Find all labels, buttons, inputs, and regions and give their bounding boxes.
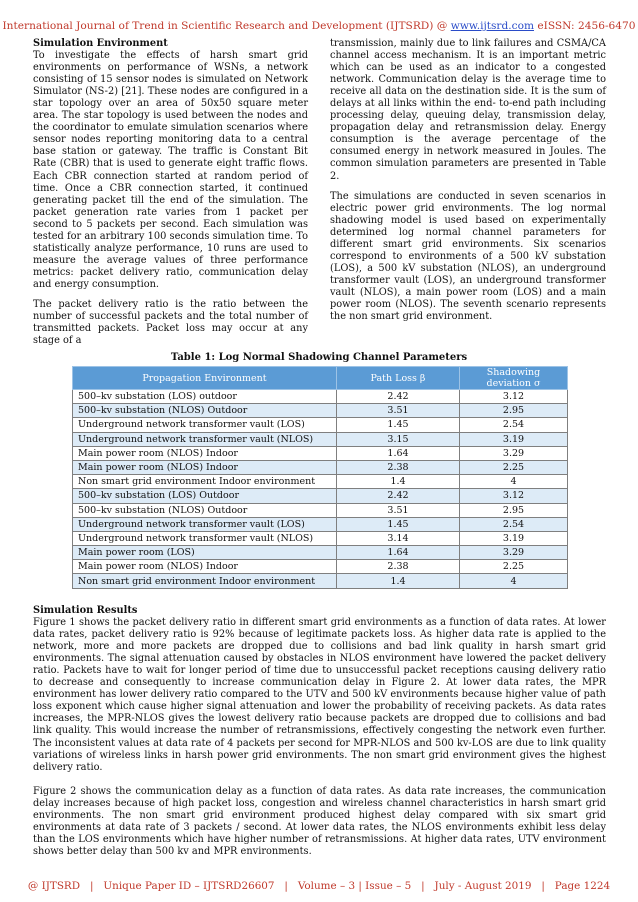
header-shadowing-deviation: Shadowing deviation σ xyxy=(460,367,568,390)
channel-parameters-table xyxy=(72,366,568,589)
header-environment: Propagation Environment xyxy=(73,367,337,390)
environment-cell: Non smart grid environment Indoor environment xyxy=(73,574,337,588)
path-loss-cell: 1.64 xyxy=(337,546,460,560)
simulation-results-heading: Simulation Results xyxy=(33,605,138,616)
table-row xyxy=(73,418,568,432)
path-loss-cell: 3.51 xyxy=(337,503,460,517)
journal-url-link[interactable]: www.ijtsrd.com xyxy=(450,20,534,32)
header-path-loss: Path Loss β xyxy=(337,367,460,390)
simulation-environment-heading: Simulation Environment xyxy=(33,38,168,49)
shadowing-cell: 2.25 xyxy=(460,460,568,474)
header-suffix: eISSN: 2456-6470 xyxy=(534,20,636,32)
table-row xyxy=(73,517,568,531)
results-section-continued xyxy=(33,786,606,858)
environment-cell: 500–kv substation (NLOS) Outdoor xyxy=(73,503,337,517)
table-row xyxy=(73,503,568,517)
table-row xyxy=(73,560,568,574)
table-row xyxy=(73,574,568,588)
left-column xyxy=(33,38,308,355)
journal-header xyxy=(0,20,638,32)
shadowing-cell: 2.25 xyxy=(460,560,568,574)
environment-cell: Main power room (NLOS) Indoor xyxy=(73,460,337,474)
header-prefix: International Journal of Trend in Scientific Research and Development (IJTSRD) @ xyxy=(2,20,451,32)
table-row xyxy=(73,475,568,489)
environment-cell: Underground network transformer vault (NLOS) xyxy=(73,531,337,545)
shadowing-cell: 2.54 xyxy=(460,418,568,432)
shadowing-cell: 3.19 xyxy=(460,432,568,446)
simulation-results-section xyxy=(33,605,606,774)
path-loss-cell: 1.4 xyxy=(337,574,460,588)
environment-cell: Main power room (LOS) xyxy=(73,546,337,560)
table-row xyxy=(73,446,568,460)
path-loss-cell: 2.42 xyxy=(337,489,460,503)
environment-cell: Underground network transformer vault (LOS) xyxy=(73,418,337,432)
table-row xyxy=(73,432,568,446)
table-row xyxy=(73,489,568,503)
table-header-row xyxy=(73,367,568,390)
shadowing-cell: 3.12 xyxy=(460,489,568,503)
path-loss-cell: 2.38 xyxy=(337,460,460,474)
path-loss-cell: 1.45 xyxy=(337,517,460,531)
path-loss-cell: 3.51 xyxy=(337,404,460,418)
sim-env-paragraph-2: The packet delivery ratio is the ratio between the number of successful packets and the total number of transmitted packets. Packet loss may occur at any stage of a xyxy=(33,298,308,347)
table-row xyxy=(73,404,568,418)
shadowing-cell: 3.29 xyxy=(460,546,568,560)
right-column xyxy=(330,38,606,331)
shadowing-cell: 3.19 xyxy=(460,531,568,545)
environment-cell: Main power room (NLOS) Indoor xyxy=(73,446,337,460)
environment-cell: 500–kv substation (LOS) Outdoor xyxy=(73,489,337,503)
results-paragraph-1: Figure 1 shows the packet delivery ratio in different smart grid environments as a function of data rates. At lower data rates, packet delivery ratio is 92% because of legitimate packets loss. As higher data rate is applied to the network, more and more packets are dropped due to collisions and bad link quality in harsh smart grid environments. The signal attenuation caused by obstacles in NLOS environment have lowered the packet delivery ratio. Packets have to wait for longer period of time due to unsuccessful packet receptions causing delivery ratio to decrease and consequently to increase communication delay in Figure 2. At lower data rates, the MPR environment has lower delivery ratio compared to the UTV and 500 kV environments because higher value of path loss exponent which cause higher signal attenuation and lower the probability of receiving packets. As data rates increases, the MPR-NLOS gives the lowest delivery ratio because packets are dropped due to collisions and bad link quality. This would increase the number of retransmissions, effectively congesting the network even further. The inconsistent values at data rate of 4 packets per second for MPR-NLOS and 500 kv-LOS are due to link quality variations of wireless links in harsh power grid environments. The non smart grid environment gives the highest delivery ratio. xyxy=(33,617,606,773)
table-title: Table 1: Log Normal Shadowing Channel Parameters xyxy=(170,352,468,363)
shadowing-cell: 4 xyxy=(460,574,568,588)
sim-env-paragraph-1: To investigate the effects of harsh smart grid environments on performance of WSNs, a network consisting of 15 sensor nodes is simulated on Network Simulator (NS-2) [21]. These nodes are configured in a star topology over an area of 50x50 square meter area. The star topology is used between the nodes and the coordinator to emulate simulation scenarios where sensor nodes reporting monitoring data to a central base station or gateway. The traffic is Constant Bit Rate (CBR) that is used to generate eight traffic flows. Each CBR connection started at random period of time. Once a CBR connection started, it continued generating packet till the end of the simulation. The packet generation rate varies from 1 packet per second to 5 packets per second. Each simulation was tested for an arbitrary 100 seconds simulation time. To statistically analyze performance, 10 runs are used to measure the average values of three performance metrics: packet delivery ratio, communication delay and energy consumption. xyxy=(33,50,308,290)
table-row xyxy=(73,390,568,404)
table-row xyxy=(73,460,568,474)
shadowing-cell: 2.95 xyxy=(460,503,568,517)
shadowing-cell: 3.12 xyxy=(460,390,568,404)
path-loss-cell: 3.15 xyxy=(337,432,460,446)
shadowing-cell: 2.95 xyxy=(460,404,568,418)
page-footer: @ IJTSRD | Unique Paper ID – IJTSRD26607 | Volume – 3 | Issue – 5 | July - August 2019 | Page 1224 xyxy=(27,880,611,892)
sim-env-paragraph-4: The simulations are conducted in seven scenarios in electric power grid environments. The log normal shadowing model is used based on experimentally determined log normal channel parameters for different smart grid environments. Six scenarios correspond to environments of a 500 kV substation (LOS), a 500 kV substation (NLOS), an underground transformer vault (LOS), an underground transformer vault (NLOS), a main power room (LOS) and a main power room (NLOS). The seventh scenario represents the non smart grid environment. xyxy=(330,190,606,323)
path-loss-cell: 2.38 xyxy=(337,560,460,574)
table-row xyxy=(73,546,568,560)
path-loss-cell: 2.42 xyxy=(337,390,460,404)
shadowing-cell: 3.29 xyxy=(460,446,568,460)
environment-cell: Main power room (NLOS) Indoor xyxy=(73,560,337,574)
environment-cell: 500–kv substation (LOS) outdoor xyxy=(73,390,337,404)
path-loss-cell: 1.45 xyxy=(337,418,460,432)
environment-cell: Non smart grid environment Indoor environment xyxy=(73,475,337,489)
results-paragraph-2: Figure 2 shows the communication delay as a function of data rates. As data rate increases, the communication delay increases because of high packet loss, congestion and wireless channel characteristics in harsh smart grid environments. The non smart grid environment produced highest delay compared with six smart grid environments at data rate of 3 packets / second. At lower data rates, the NLOS environments exhibit less delay than the LOS environments which have higher number of retransmissions. At higher data rates, UTV environment shows better delay than 500 kv and MPR environments. xyxy=(33,786,606,858)
environment-cell: Underground network transformer vault (NLOS) xyxy=(73,432,337,446)
shadowing-cell: 2.54 xyxy=(460,517,568,531)
sim-env-paragraph-3: transmission, mainly due to link failures and CSMA/CA channel access mechanism. It is an important metric which can be used as an indicator to a congested network. Communication delay is the average time to receive all data on the destination side. It is the sum of delays at all links within the end- to-end path including processing delay, queuing delay, transmission delay, propagation delay and retransmission delay. Energy consumption is the average percentage of the consumed energy in network measured in Joules. The common simulation parameters are presented in Table 2. xyxy=(330,38,606,182)
table-row xyxy=(73,531,568,545)
path-loss-cell: 3.14 xyxy=(337,531,460,545)
shadowing-cell: 4 xyxy=(460,475,568,489)
environment-cell: Underground network transformer vault (LOS) xyxy=(73,517,337,531)
environment-cell: 500–kv substation (NLOS) Outdoor xyxy=(73,404,337,418)
path-loss-cell: 1.4 xyxy=(337,475,460,489)
path-loss-cell: 1.64 xyxy=(337,446,460,460)
